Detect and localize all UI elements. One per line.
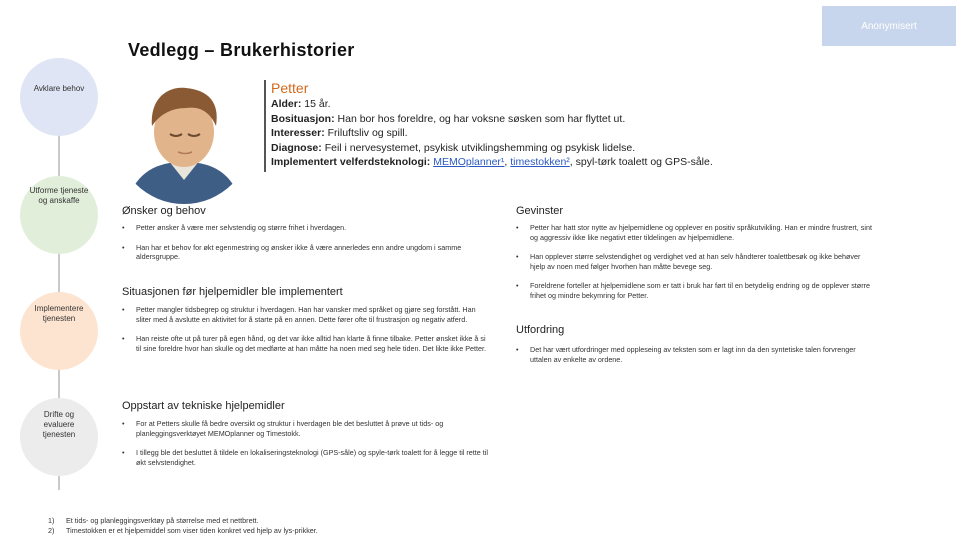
memoplanner-link[interactable]: MEMOplanner¹ bbox=[433, 156, 505, 168]
footnote-2 bbox=[48, 526, 318, 536]
challenge-list bbox=[516, 345, 876, 374]
list-item: • Han opplever større selvstendighet og verdighet ved at han selv håndterer toalettbesøk og ikke behøver hjelp av noen med følger hvorhen han måtte bevege seg. bbox=[516, 252, 876, 271]
stage-label: Utforme tjeneste og anskaffe bbox=[29, 186, 89, 205]
list-item: • I tillegg ble det besluttet å tildele en lokaliseringsteknologi (GPS-såle) og spyle-tørk toalett for å legge til rette til økt selvstendighet. bbox=[122, 448, 492, 467]
stage-label: Implementere tjenesten bbox=[34, 304, 84, 323]
stage-implement bbox=[20, 292, 98, 370]
before-list bbox=[122, 305, 492, 363]
footnote-text: Et tids- og planleggingsverktøy på størrelse med et nettbrett. bbox=[66, 516, 259, 525]
diagnosis-label: Diagnose: bbox=[271, 141, 322, 154]
gains-list bbox=[516, 223, 876, 310]
list-item: • Foreldrene forteller at hjelpemidlene som er tatt i bruk har ført til en betydelig endring og de opplever større frihet og mindre bekymring for Petter. bbox=[516, 281, 876, 300]
stage-assess-needs bbox=[20, 58, 98, 136]
interests-label: Interesser: bbox=[271, 127, 325, 139]
list-item: • Han reiste ofte ut på turer på egen hånd, og det var ikke alltid han klarte å finne tilbake. Petter ønsket ikke å si til sine foreldre hvor han skulle og det medførte at han måtte ha noen med seg hele tiden. Det likte ikke Petter. bbox=[122, 334, 492, 353]
stage-label: Drifte og evaluere tjenesten bbox=[42, 410, 76, 439]
stage-design-procure bbox=[20, 176, 98, 254]
anonymized-badge: Anonymisert bbox=[822, 6, 956, 46]
interests-value: Friluftsliv og spill. bbox=[327, 127, 408, 139]
list-item: • Han har et behov for økt egenmestring og ønsker ikke å være annerledes enn andre ungdom i samme aldersgruppe. bbox=[122, 243, 492, 262]
age-value: 15 år. bbox=[304, 98, 331, 110]
startup-list bbox=[122, 419, 492, 477]
footnote-number: 2) bbox=[48, 525, 55, 535]
challenge-heading: Utfordring bbox=[516, 324, 565, 336]
footnote-number: 1) bbox=[48, 516, 55, 525]
person-profile bbox=[271, 97, 791, 170]
tech-rest: , spyl-tørk toalett og GPS-såle. bbox=[569, 156, 713, 168]
housing-value: Han bor hos foreldre, og har voksne søsken som har flyttet ut. bbox=[337, 112, 626, 125]
list-item: • Petter mangler tidsbegrep og struktur i hverdagen. Han har vansker med språket og gjøre seg forstått. Han sliter med å avslutte en aktivitet for å starte på en annen. Dette fører ofte til frustrasjon og negativ atferd. bbox=[122, 305, 492, 324]
wishes-heading: Ønsker og behov bbox=[122, 205, 206, 217]
footnote-text: Timestokken er et hjelpemiddel som viser tiden konkret ved hjelp av lys-prikker. bbox=[66, 525, 318, 535]
before-heading: Situasjonen før hjelpemidler ble implementert bbox=[122, 286, 343, 298]
age-label: Alder: bbox=[271, 98, 302, 110]
list-item: • Det har vært utfordringer med oppleseing av teksten som er lagt inn da den syntetiske talen forvrenger uttalen av enkelte av ordene. bbox=[516, 345, 876, 364]
profile-divider bbox=[264, 80, 266, 172]
startup-heading: Oppstart av tekniske hjelpemidler bbox=[122, 400, 285, 412]
timestokken-link[interactable]: timestokken² bbox=[510, 156, 570, 168]
wishes-list bbox=[122, 223, 492, 272]
stage-label: Avklare behov bbox=[33, 84, 85, 93]
housing-label: Bosituasjon: bbox=[271, 112, 335, 125]
list-item: • Petter ønsker å være mer selvstendig og større frihet i hverdagen. bbox=[122, 223, 492, 233]
page-title: Vedlegg – Brukerhistorier bbox=[128, 40, 355, 60]
tech-separator: , bbox=[504, 156, 511, 168]
gains-heading: Gevinster bbox=[516, 205, 564, 217]
person-photo bbox=[116, 68, 252, 204]
list-item: • Petter har hatt stor nytte av hjelpemidlene og opplever en positiv språkutvikling. Han er mindre frustrert, sint og aggressiv ikke like negativt etter tildelingen av hjelpemidlene. bbox=[516, 223, 876, 242]
footnotes bbox=[48, 516, 318, 535]
tech-label: Implementert velferdsteknologi: bbox=[271, 156, 431, 168]
stage-operate-evaluate bbox=[20, 398, 98, 476]
list-item: • For at Petters skulle få bedre oversikt og struktur i hverdagen ble det besluttet å prøve ut tids- og planleggingsverktøyet MEMOplanner og Timestokk. bbox=[122, 419, 492, 438]
diagnosis-value: Feil i nervesystemet, psykisk utviklingshemming og psykisk lidelse. bbox=[324, 141, 636, 154]
person-name: Petter bbox=[271, 80, 309, 96]
footnote-1 bbox=[48, 516, 318, 526]
